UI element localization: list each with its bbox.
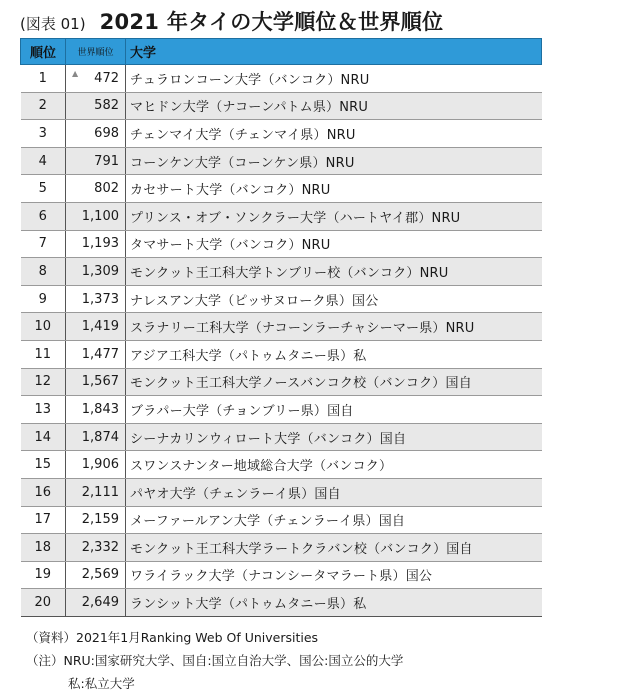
table-row xyxy=(21,230,542,258)
world-rank-cell xyxy=(66,92,126,120)
world-rank-value: 698 xyxy=(94,125,119,141)
world-rank-value: 1,100 xyxy=(81,208,119,224)
table-row xyxy=(21,313,542,341)
world-rank-cell xyxy=(66,396,126,424)
rank-cell: 18 xyxy=(21,534,66,562)
figure-title xyxy=(20,6,443,36)
world-rank-value: 1,477 xyxy=(81,346,119,362)
table-row xyxy=(21,561,542,589)
table-row xyxy=(21,368,542,396)
rank-cell: 6 xyxy=(21,202,66,230)
university-cell: パヤオ大学（チェンラーイ県）国自 xyxy=(126,478,542,506)
rank-cell: 8 xyxy=(21,258,66,286)
rank-cell: 5 xyxy=(21,175,66,203)
source-note: （資料）2021年1月Ranking Web Of Universities xyxy=(26,630,319,645)
rank-cell: 16 xyxy=(21,478,66,506)
rank-cell: 14 xyxy=(21,423,66,451)
world-rank-cell xyxy=(66,230,126,258)
table-row xyxy=(21,120,542,148)
world-rank-value: 2,159 xyxy=(81,512,119,528)
page-title: 2021 年タイの大学順位＆世界順位 xyxy=(99,10,444,34)
university-cell: カセサート大学（バンコク）NRU xyxy=(126,175,542,203)
header-rank: 順位 xyxy=(21,39,66,65)
table-row xyxy=(21,534,542,562)
notes xyxy=(26,626,403,695)
rank-cell: 3 xyxy=(21,120,66,148)
university-cell: シーナカリンウィロート大学（バンコク）国自 xyxy=(126,423,542,451)
table-row xyxy=(21,202,542,230)
table-header-row xyxy=(21,39,542,65)
rank-cell: 19 xyxy=(21,561,66,589)
world-rank-cell xyxy=(66,423,126,451)
university-cell: マヒドン大学（ナコーンパトム県）NRU xyxy=(126,92,542,120)
abbreviation-note-private: 私:私立大学 xyxy=(68,676,135,691)
world-rank-cell xyxy=(66,202,126,230)
world-rank-cell xyxy=(66,368,126,396)
table-row xyxy=(21,92,542,120)
university-cell: メーファールアン大学（チェンラーイ県）国自 xyxy=(126,506,542,534)
world-rank-value: 802 xyxy=(94,181,119,197)
rank-cell: 9 xyxy=(21,285,66,313)
university-cell: ランシット大学（パトゥムタニー県）私 xyxy=(126,589,542,617)
world-rank-cell xyxy=(66,534,126,562)
university-cell: ナレスアン大学（ピッサヌローク県）国公 xyxy=(126,285,542,313)
rank-cell: 4 xyxy=(21,147,66,175)
world-rank-cell xyxy=(66,561,126,589)
table-row xyxy=(21,423,542,451)
table-row xyxy=(21,506,542,534)
rank-cell: 1 xyxy=(21,65,66,93)
world-rank-value: 2,332 xyxy=(81,539,119,555)
world-rank-cell xyxy=(66,120,126,148)
world-rank-cell xyxy=(66,147,126,175)
rank-cell: 12 xyxy=(21,368,66,396)
university-cell: プリンス・オブ・ソンクラー大学（ハートヤイ郡）NRU xyxy=(126,202,542,230)
rank-cell: 20 xyxy=(21,589,66,617)
world-rank-cell xyxy=(66,258,126,286)
table-row xyxy=(21,175,542,203)
university-cell: スワンスナンター地域総合大学（バンコク） xyxy=(126,451,542,479)
world-rank-value: 1,193 xyxy=(81,236,119,252)
world-rank-value: 1,419 xyxy=(81,319,119,335)
world-rank-value: 1,567 xyxy=(81,374,119,390)
figure-label: (図表 01) xyxy=(20,15,86,33)
table-row xyxy=(21,65,542,93)
world-rank-cell xyxy=(66,285,126,313)
world-rank-cell xyxy=(66,65,126,93)
world-rank-cell xyxy=(66,340,126,368)
table-row xyxy=(21,396,542,424)
university-cell: コーンケン大学（コーンケン県）NRU xyxy=(126,147,542,175)
rank-cell: 13 xyxy=(21,396,66,424)
world-rank-value: 2,649 xyxy=(81,595,119,611)
university-cell: チュラロンコーン大学（バンコク）NRU xyxy=(126,65,542,93)
university-cell: ワライラック大学（ナコンシータマラート県）国公 xyxy=(126,561,542,589)
table-row xyxy=(21,147,542,175)
world-rank-cell xyxy=(66,506,126,534)
world-rank-cell xyxy=(66,175,126,203)
university-cell: スラナリー工科大学（ナコーンラーチャシーマー県）NRU xyxy=(126,313,542,341)
university-cell: チェンマイ大学（チェンマイ県）NRU xyxy=(126,120,542,148)
table-row xyxy=(21,340,542,368)
caret-icon: ▲ xyxy=(72,69,79,78)
university-cell: ブラパー大学（チョンブリー県）国自 xyxy=(126,396,542,424)
ranking-table xyxy=(20,38,542,617)
abbreviation-note: （注）NRU:国家研究大学、国自:国立自治大学、国公:国立公的大学 xyxy=(26,653,404,668)
world-rank-cell xyxy=(66,478,126,506)
world-rank-value: 472 xyxy=(94,70,119,86)
university-cell: アジア工科大学（パトゥムタニー県）私 xyxy=(126,340,542,368)
table-row xyxy=(21,451,542,479)
rank-cell: 11 xyxy=(21,340,66,368)
world-rank-value: 1,373 xyxy=(81,291,119,307)
table-body xyxy=(21,65,542,617)
university-cell: モンクット王工科大学ノースバンコク校（バンコク）国自 xyxy=(126,368,542,396)
header-university: 大学 xyxy=(126,39,542,65)
world-rank-value: 791 xyxy=(94,153,119,169)
table-row xyxy=(21,258,542,286)
rank-cell: 15 xyxy=(21,451,66,479)
rank-cell: 2 xyxy=(21,92,66,120)
world-rank-value: 1,843 xyxy=(81,401,119,417)
world-rank-value: 1,906 xyxy=(81,457,119,473)
world-rank-value: 1,309 xyxy=(81,263,119,279)
rank-cell: 7 xyxy=(21,230,66,258)
world-rank-value: 2,569 xyxy=(81,567,119,583)
world-rank-cell xyxy=(66,451,126,479)
table-row xyxy=(21,589,542,617)
university-cell: タマサート大学（バンコク）NRU xyxy=(126,230,542,258)
world-rank-value: 582 xyxy=(94,98,119,114)
rank-cell: 17 xyxy=(21,506,66,534)
table-row xyxy=(21,478,542,506)
university-cell: モンクット王工科大学トンブリー校（バンコク）NRU xyxy=(126,258,542,286)
world-rank-value: 2,111 xyxy=(81,484,119,500)
world-rank-value: 1,874 xyxy=(81,429,119,445)
table-row xyxy=(21,285,542,313)
university-cell: モンクット王工科大学ラートクラバン校（バンコク）国自 xyxy=(126,534,542,562)
world-rank-cell xyxy=(66,313,126,341)
world-rank-cell xyxy=(66,589,126,617)
header-world-rank: 世界順位 xyxy=(66,39,126,65)
rank-cell: 10 xyxy=(21,313,66,341)
